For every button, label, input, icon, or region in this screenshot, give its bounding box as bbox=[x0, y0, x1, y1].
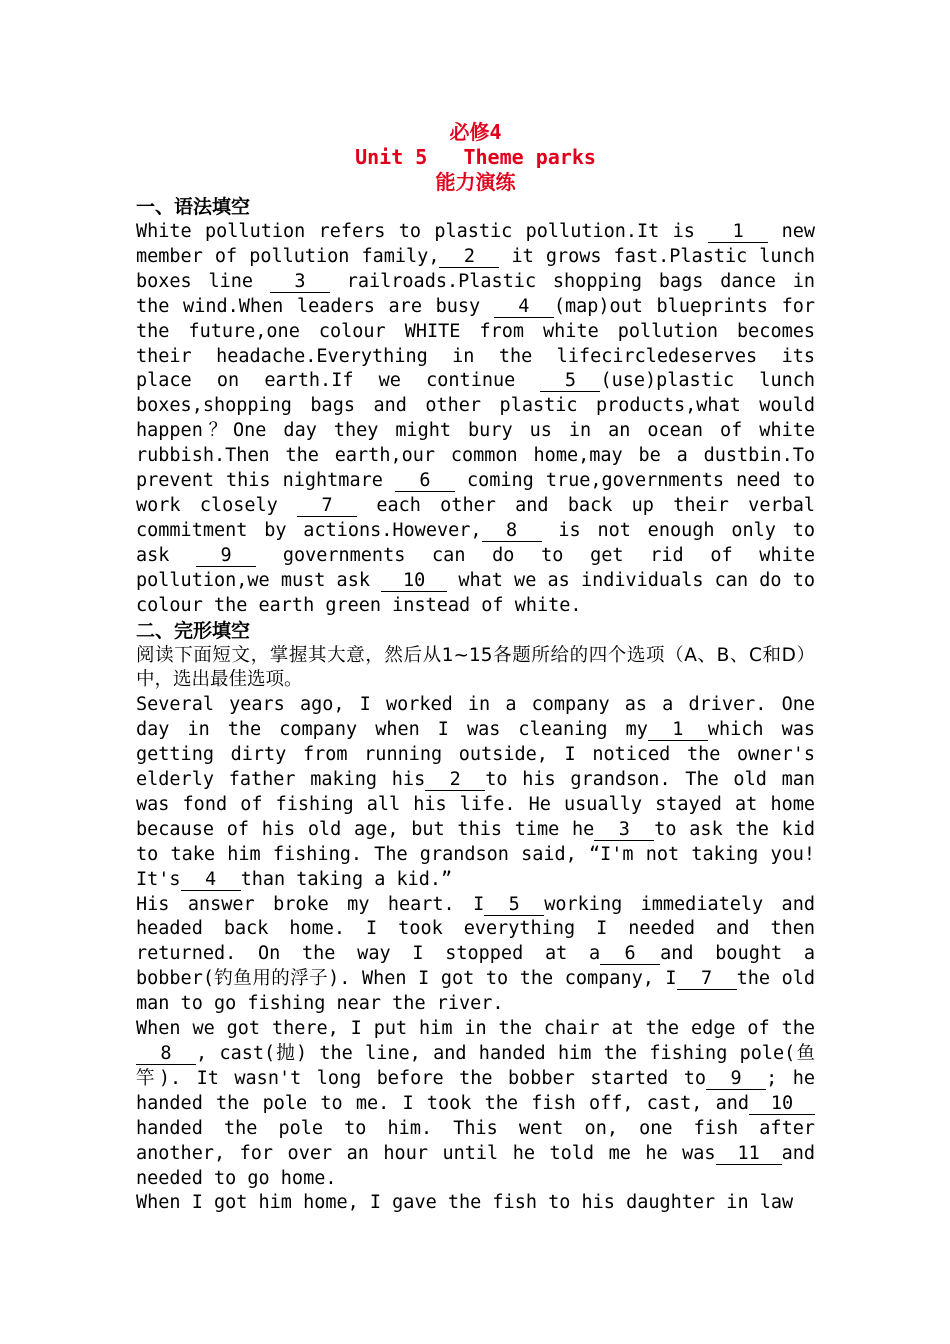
answer-blank[interactable]: 4 bbox=[494, 297, 554, 318]
answer-blank[interactable]: 4 bbox=[181, 870, 241, 891]
passage-text: each other and back up their verbal commitment by actions.However, bbox=[136, 494, 816, 541]
cloze-paragraph bbox=[136, 693, 815, 892]
passage-text: When we got there, I put him in the chair at the edge of the bbox=[136, 1018, 815, 1040]
document-page bbox=[136, 120, 815, 1216]
answer-blank[interactable]: 9 bbox=[196, 546, 256, 567]
cloze-paragraph bbox=[136, 1191, 815, 1216]
passage-text: White pollution refers to plastic pollution.It is bbox=[136, 221, 709, 242]
cloze-passage bbox=[136, 693, 815, 1216]
answer-blank[interactable]: 5 bbox=[484, 895, 544, 916]
passage-text: working immediately and headed back home. I took everything I needed and then returned. On the way I stopped at a bbox=[136, 893, 815, 965]
answer-blank[interactable]: 3 bbox=[594, 820, 654, 841]
cloze-paragraph bbox=[136, 893, 815, 1018]
answer-blank[interactable]: 7 bbox=[297, 496, 357, 517]
answer-blank[interactable]: 3 bbox=[270, 272, 330, 293]
book-title: 必修4 bbox=[449, 120, 502, 144]
passage-text: , cast(抛) the line, and handed him the fishing pole(鱼竿). It wasn't long before the bobber started to bbox=[136, 1043, 815, 1089]
passage-text: which was getting dirty from running outside, I noticed the owner's elderly father making his bbox=[136, 719, 816, 791]
answer-blank[interactable]: 9 bbox=[706, 1069, 766, 1090]
passage-text: to his grandson. The old man was fond of fishing all his life. He usually stayed at home because of his old age, but this time he bbox=[136, 769, 815, 840]
passage-text: His answer broke my heart. I bbox=[136, 893, 485, 915]
answer-blank[interactable]: 10 bbox=[749, 1094, 815, 1115]
answer-blank[interactable]: 1 bbox=[648, 720, 708, 741]
answer-blank[interactable]: 2 bbox=[439, 247, 499, 268]
cloze-instruction: 阅读下面短文，掌握其大意，然后从1~15各题所给的四个选项（A、B、C和D）中，选出最佳选项。 bbox=[136, 644, 815, 691]
passage-text: (map)out blueprints for the future,one colour WHITE from white pollution becomes their headache.Everything in the lifecircledeserves its place on earth.If we continue bbox=[136, 295, 815, 392]
answer-blank[interactable]: 8 bbox=[136, 1044, 196, 1065]
answer-blank[interactable]: 1 bbox=[708, 222, 768, 243]
cloze-heading: 二、完形填空 bbox=[136, 619, 251, 642]
grammar-heading: 一、语法填空 bbox=[136, 196, 251, 218]
exercise-title: 能力演练 bbox=[435, 170, 516, 194]
answer-blank[interactable]: 5 bbox=[540, 371, 600, 392]
answer-blank[interactable]: 2 bbox=[425, 770, 485, 791]
passage-text: When I got him home, I gave the fish to his daughter in law bbox=[136, 1192, 794, 1214]
passage-text: and needed to go home. bbox=[136, 1142, 815, 1189]
passage-text: than taking a kid.” bbox=[240, 868, 453, 890]
passage-text: (use)plastic lunch boxes,shopping bags and other plastic products,what would happen？One day they might bury us in an ocean of white rubbish.Then the earth,our common home,may be a dustbin.To prevent this nightmare bbox=[136, 370, 815, 492]
answer-blank[interactable]: 7 bbox=[677, 969, 737, 990]
passage-text: it grows fast.Plastic lunch boxes line bbox=[136, 245, 815, 292]
answer-blank[interactable]: 11 bbox=[716, 1144, 782, 1165]
answer-blank[interactable]: 6 bbox=[395, 471, 455, 492]
passage-text: governments can do to get rid of white pollution,we must ask bbox=[136, 544, 815, 591]
passage-text: and bought a bobber(钓鱼用的浮子). When I got to the company, I bbox=[136, 943, 816, 990]
passage-text: Several years ago, I worked in a company as a driver. One day in the company when I was cleaning my bbox=[136, 694, 815, 741]
unit-title: Unit 5 Theme parks bbox=[355, 145, 596, 169]
answer-blank[interactable]: 8 bbox=[482, 521, 542, 542]
passage-text: ; he handed the pole to me. I took the fish off, cast, and bbox=[136, 1067, 815, 1114]
passage-text: railroads.Plastic shopping bags dance in the wind.When leaders are busy bbox=[136, 270, 815, 317]
passage-text: the old man to go fishing near the river. bbox=[136, 968, 815, 1015]
passage-text: is not enough only to ask bbox=[136, 519, 815, 566]
passage-text: new member of pollution family, bbox=[136, 221, 815, 267]
answer-blank[interactable]: 10 bbox=[381, 571, 447, 592]
cloze-paragraph bbox=[136, 1017, 815, 1191]
passage-text: handed the pole to him. This went on, one fish after another, for over an hour until he told me he was bbox=[136, 1117, 815, 1164]
passage-text: coming true,governments need to work closely bbox=[136, 470, 815, 516]
grammar-passage bbox=[136, 220, 815, 619]
answer-blank[interactable]: 6 bbox=[600, 944, 660, 965]
passage-text: to ask the kid to take him fishing. The grandson said, “I'm not taking you! It's bbox=[136, 818, 815, 890]
passage-text: what we as individuals can do to colour the earth green instead of white. bbox=[136, 569, 815, 616]
